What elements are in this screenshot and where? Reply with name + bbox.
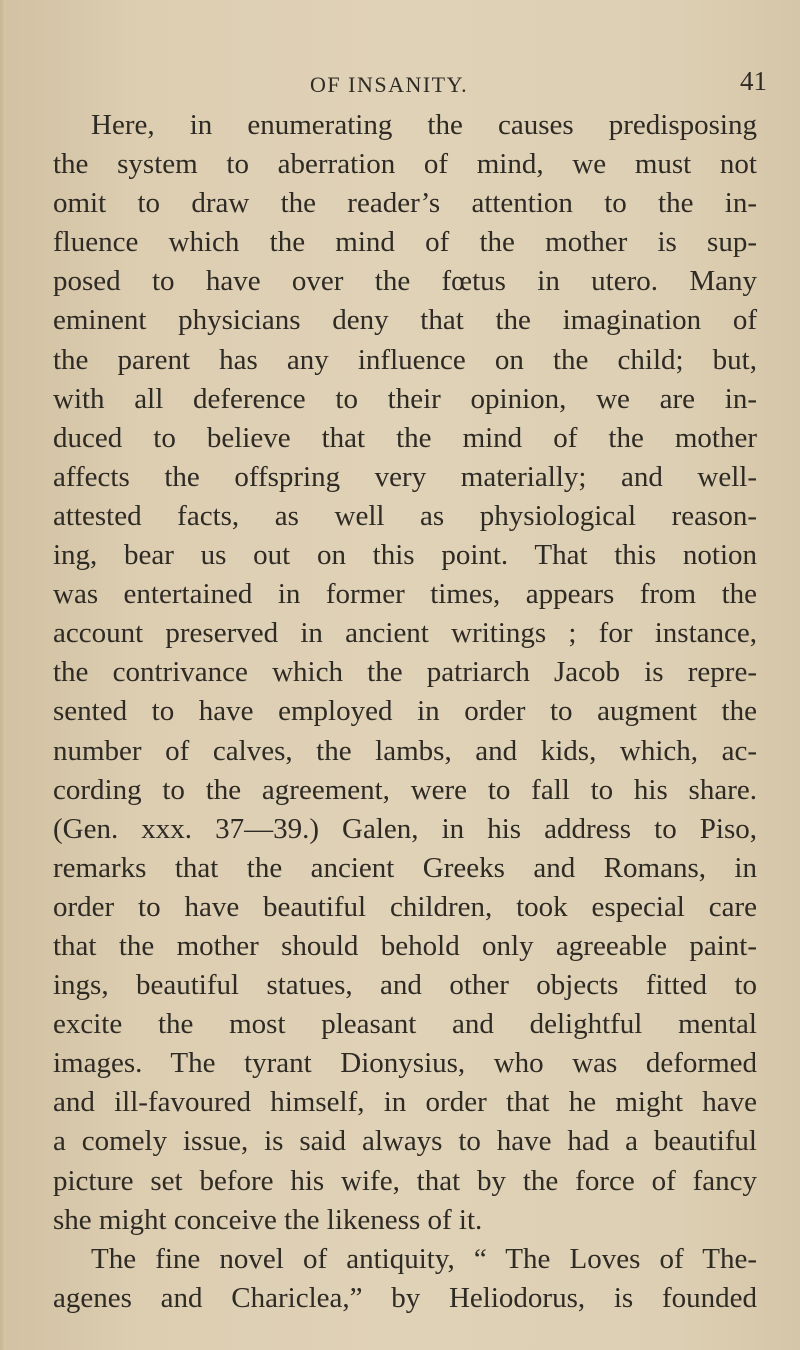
text-line: ings, beautiful statues, and other objects fitted to: [53, 969, 757, 1002]
text-line: agenes and Chariclea,” by Heliodorus, is founded: [53, 1281, 757, 1314]
text-line: the system to aberration of mind, we must not: [53, 148, 757, 181]
text-line: affects the offspring very materially; and well-: [53, 460, 757, 493]
text-line: Here, in enumerating the causes predisposing: [91, 109, 757, 141]
text-line: she might conceive the likeness of it.: [53, 1203, 483, 1236]
running-head: OF INSANITY.: [310, 72, 469, 97]
text-line: that the mother should behold only agreeable paint-: [53, 929, 757, 962]
text-line: picture set before his wife, that by the force of fancy: [53, 1164, 757, 1197]
text-line: order to have beautiful children, took especial care: [53, 890, 757, 923]
text-line: images. The tyrant Dionysius, who was deformed: [53, 1047, 757, 1080]
text-line: duced to believe that the mind of the mother: [53, 421, 757, 454]
page-number: 41: [740, 66, 767, 96]
text-line: (Gen. xxx. 37—39.) Galen, in his address to Piso,: [53, 812, 757, 845]
text-line: attested facts, as well as physiological reason-: [53, 499, 757, 532]
text-line: the parent has any influence on the child; but,: [53, 343, 757, 376]
text-line: ing, bear us out on this point. That this notion: [53, 539, 757, 572]
text-line: the contrivance which the patriarch Jacob is repre-: [53, 656, 757, 689]
text-line: The fine novel of antiquity, “ The Loves of The-: [91, 1242, 757, 1275]
text-line: fluence which the mind of the mother is sup-: [53, 226, 757, 259]
text-line: account preserved in ancient writings ; for instance,: [53, 617, 757, 650]
body-text: [53, 106, 757, 1318]
text-line: excite the most pleasant and delightful mental: [53, 1008, 757, 1041]
text-line: number of calves, the lambs, and kids, which, ac-: [53, 734, 757, 767]
text-line: with all deference to their opinion, we are in-: [53, 382, 757, 415]
text-line: sented to have employed in order to augment the: [53, 695, 757, 728]
text-line: and ill-favoured himself, in order that he might have: [53, 1086, 757, 1119]
page-gutter-edge: [0, 0, 6, 1350]
text-line: cording to the agreement, were to fall to his share.: [53, 773, 757, 806]
text-line: was entertained in former times, appears from the: [53, 578, 757, 611]
page-header: [0, 68, 800, 108]
text-line: a comely issue, is said always to have had a beautiful: [53, 1125, 757, 1158]
text-line: posed to have over the fœtus in utero. Many: [53, 265, 757, 298]
text-line: remarks that the ancient Greeks and Romans, in: [53, 851, 757, 884]
text-line: omit to draw the reader’s attention to the in-: [53, 187, 757, 220]
text-line: eminent physicians deny that the imagination of: [53, 304, 757, 337]
